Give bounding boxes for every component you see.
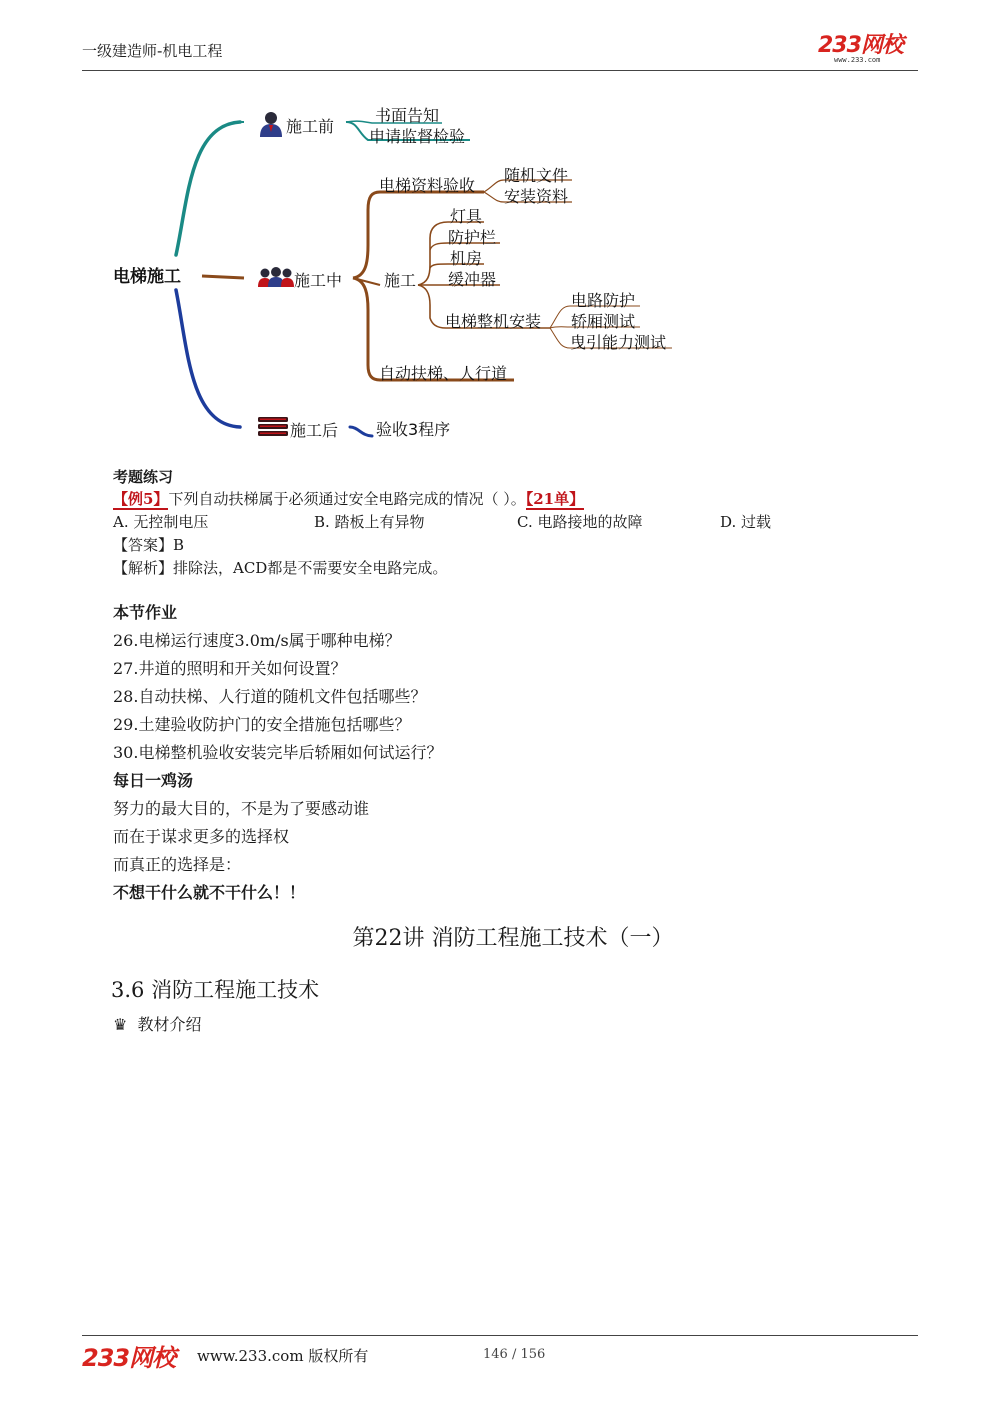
mindmap-install: 电梯整机安装 <box>445 312 542 331</box>
mindmap-docs: 电梯资料验收 <box>379 176 476 195</box>
subsection-label: 教材介绍 <box>137 1015 202 1034</box>
daily-line-1: 努力的最大目的，不是为了要感动谁 <box>113 799 370 818</box>
mindmap-during: 施工中 <box>294 271 343 290</box>
daily-emphasis: 不想干什么就不干什么！！ <box>113 883 306 902</box>
mindmap-after-child-1: 验收3程序 <box>376 420 451 439</box>
mindmap-root: 电梯施工 <box>113 267 181 287</box>
homework-item-28: 28.自动扶梯、人行道的随机文件包括哪些？ <box>113 687 427 706</box>
exercise-analysis: 【解析】排除法，ACD都是不需要安全电路完成。 <box>113 559 448 577</box>
exercise-tag: 【例5】 <box>113 490 169 508</box>
mindmap-construction-child-3: 机房 <box>450 249 483 268</box>
mindmap-before-child-1: 书面告知 <box>375 106 440 125</box>
lecture-title: 第22讲 消防工程施工技术（一） <box>352 926 674 951</box>
mindmap-before-child-2: 申请监督检验 <box>369 127 466 146</box>
header-logo: 233网校 www.233.com <box>818 33 903 64</box>
homework-item-26: 26.电梯运行速度3.0m/s属于哪种电梯？ <box>113 631 401 650</box>
section-title: 3.6 消防工程施工技术 <box>111 978 320 1002</box>
mindmap-connectors <box>0 0 1000 460</box>
exercise-option-b: B. 踏板上有异物 <box>314 513 425 531</box>
exercise-heading: 考题练习 <box>113 468 174 486</box>
exercise-option-d: D. 过载 <box>720 513 772 531</box>
footer-divider <box>82 1335 918 1336</box>
mindmap-docs-child-2: 安装资料 <box>504 187 569 206</box>
homework-heading: 本节作业 <box>113 603 178 622</box>
mindmap-construction-child-2: 防护栏 <box>448 228 497 247</box>
exercise-option-c: C. 电路接地的故障 <box>517 513 643 531</box>
exercise-answer: 【答案】B <box>113 536 185 554</box>
homework-item-29: 29.土建验收防护门的安全措施包括哪些？ <box>113 715 411 734</box>
header-title: 一级建造师-机电工程 <box>82 42 223 60</box>
daily-line-2: 而在于谋求更多的选择权 <box>113 827 290 846</box>
footer-logo: 233网校 <box>82 1344 176 1372</box>
exercise-source: 【21单】 <box>525 490 585 508</box>
mindmap-install-child-2: 轿厢测试 <box>571 312 636 331</box>
mindmap-construction-child-4: 缓冲器 <box>448 270 497 289</box>
footer-copyright: www.233.com 版权所有 <box>197 1347 369 1365</box>
group-icon <box>258 266 294 288</box>
exercise-option-a: A. 无控制电压 <box>113 513 209 531</box>
mindmap-install-child-1: 电路防护 <box>571 291 636 310</box>
mindmap-install-child-3: 曳引能力测试 <box>570 333 667 352</box>
crown-icon: ♛ <box>113 1015 128 1034</box>
page-number: 146 / 156 <box>483 1347 546 1362</box>
exercise-question: 下列自动扶梯属于必须通过安全电路完成的情况（ ）。 <box>168 490 526 508</box>
homework-item-27: 27.井道的照明和开关如何设置？ <box>113 659 347 678</box>
mindmap-before: 施工前 <box>286 117 335 136</box>
person-icon <box>258 110 284 138</box>
mindmap-after: 施工后 <box>290 421 339 440</box>
mindmap-construction-child-1: 灯具 <box>450 207 483 226</box>
stack-icon <box>258 417 288 437</box>
subsection <box>113 1012 202 1035</box>
mindmap-construction: 施工 <box>384 271 417 290</box>
mindmap-escalator: 自动扶梯、人行道 <box>379 364 508 383</box>
exercise-question-line <box>113 488 584 509</box>
daily-heading: 每日一鸡汤 <box>113 771 194 790</box>
daily-line-3: 而真正的选择是： <box>113 855 242 874</box>
mindmap-docs-child-1: 随机文件 <box>504 166 569 185</box>
homework-item-30: 30.电梯整机验收安装完毕后轿厢如何试运行？ <box>113 743 443 762</box>
